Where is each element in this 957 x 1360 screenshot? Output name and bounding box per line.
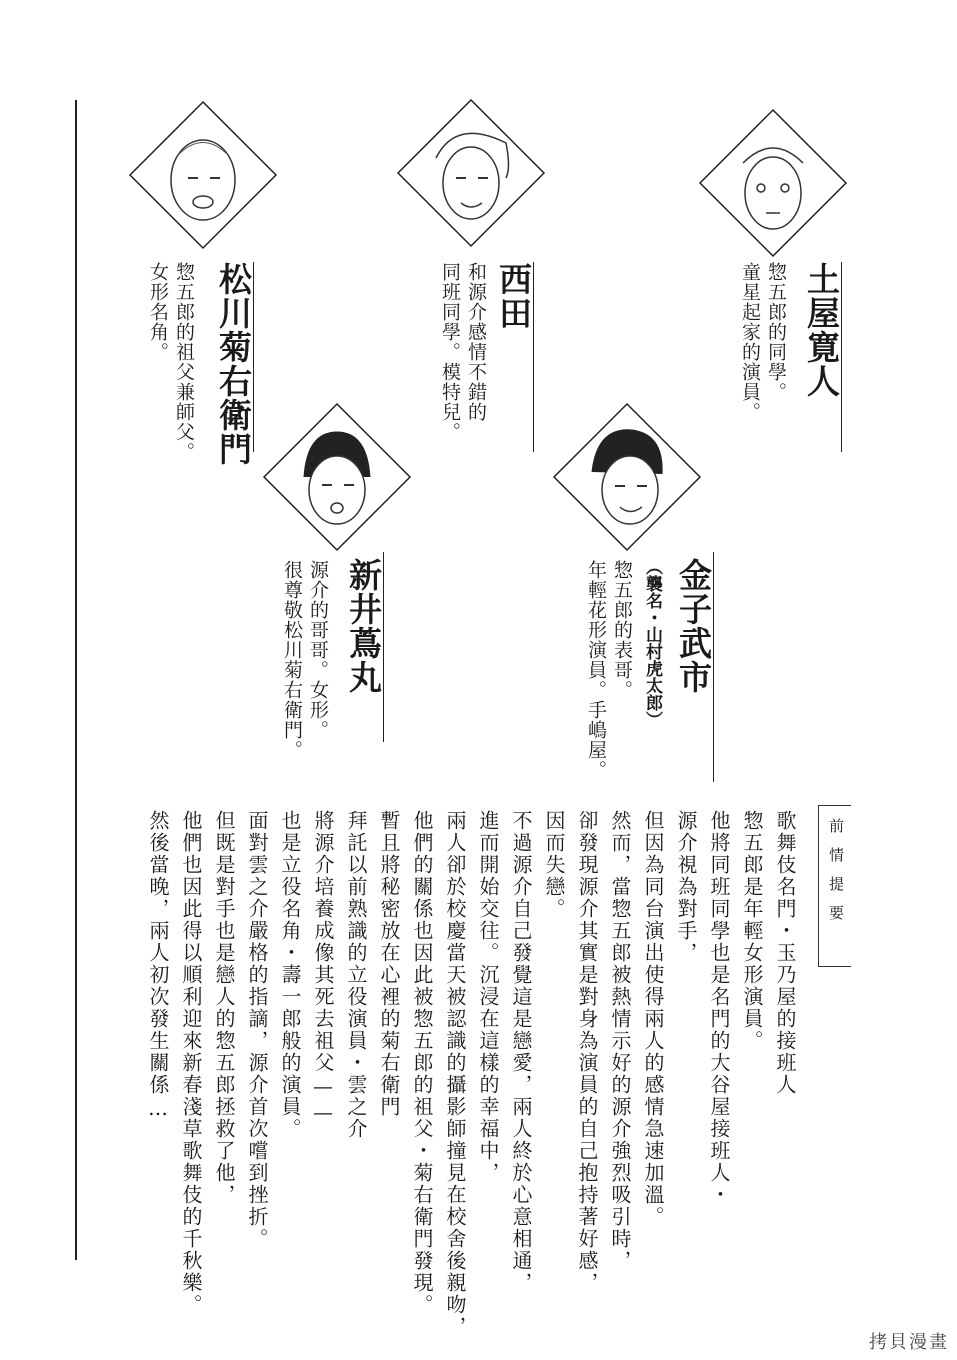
portrait-kaneko (552, 402, 702, 552)
tsuchiya-desc-1: 惣五郎的同學。 (765, 262, 787, 402)
portrait-tsuchiya (698, 108, 848, 258)
synopsis-line: 拜託以前熟識的立役演員・雲之介 (344, 810, 368, 1140)
synopsis-line: 惣五郎是年輕女形演員。 (740, 810, 764, 1052)
synopsis-line: 暫且將秘密放在心裡的菊右衛門 (377, 810, 401, 1118)
synopsis-line: 歌舞伎名門・玉乃屋的接班人 (773, 810, 797, 1096)
kaneko-reading: （襲名・山村虎太郎） (642, 558, 662, 728)
kikuemon-desc-2: 女形名角。 (147, 262, 169, 362)
arai-name: 新井蔦丸 (344, 558, 383, 694)
tsuchiya-desc-2: 童星起家的演員。 (739, 262, 761, 422)
portrait-nishida (396, 98, 546, 248)
arai-desc-2: 很尊敬松川菊右衛門。 (281, 560, 303, 760)
kaneko-name: 金子武市 (674, 558, 713, 694)
synopsis-line: 面對雲之介嚴格的指謫，源介首次嚐到挫折。 (245, 810, 269, 1250)
synopsis-line: 將源介培養成像其死去祖父—— (311, 810, 335, 1126)
arai-desc-1: 源介的哥哥。女形。 (307, 560, 329, 740)
nishida-name: 西田 (494, 262, 533, 330)
synopsis-line: 他將同班同學也是名門的大谷屋接班人・ (707, 810, 731, 1206)
synopsis-line: 兩人卻於校慶當天被認識的攝影師撞見在校舍後親吻， (443, 810, 467, 1338)
kaneko-desc-1: 惣五郎的表哥。 (611, 560, 633, 700)
synopsis-line: 卻發現源介其實是對身為演員的自己抱持著好感， (575, 810, 599, 1294)
synopsis-line: 不過源介自己發覺這是戀愛，兩人終於心意相通， (509, 810, 533, 1294)
kikuemon-desc-1: 惣五郎的祖父兼師父。 (173, 262, 195, 462)
synopsis-line: 也是立役名角・壽一郎般的演員。 (278, 810, 302, 1140)
synopsis-title: 前情提要 (827, 818, 845, 934)
synopsis-line: 因而失戀。 (542, 810, 566, 920)
synopsis-line: 進而開始交往。沉浸在這樣的幸福中， (476, 810, 500, 1184)
portrait-arai (262, 402, 412, 552)
kaneko-desc-2: 年輕花形演員。手嶋屋。 (585, 560, 607, 780)
watermark: 拷貝漫畫 (869, 1332, 949, 1353)
synopsis-line: 然後當晚，兩人初次發生關係… (146, 810, 170, 1122)
synopsis-line: 源介視為對手， (674, 810, 698, 964)
left-vertical-rule (75, 100, 77, 1260)
nishida-desc-2: 同班同學。模特兒。 (439, 262, 461, 442)
kikuemon-name: 松川菊右衛門 (214, 262, 253, 466)
synopsis-line: 但既是對手也是戀人的惣五郎拯救了他， (212, 810, 236, 1206)
tsuchiya-name: 土屋寛人 (802, 262, 841, 398)
synopsis-line: 他們也因此得以順利迎來新春淺草歌舞伎的千秋樂。 (179, 810, 203, 1316)
portrait-kikuemon (128, 100, 278, 250)
synopsis-line: 但因為同台演出使得兩人的感情急速加溫。 (641, 810, 665, 1228)
synopsis-line: 然而，當惣五郎被熱情示好的源介強烈吸引時， (608, 810, 632, 1272)
synopsis-line: 他們的關係也因此被惣五郎的祖父・菊右衛門發現。 (410, 810, 434, 1316)
nishida-desc-1: 和源介感情不錯的 (465, 262, 487, 422)
